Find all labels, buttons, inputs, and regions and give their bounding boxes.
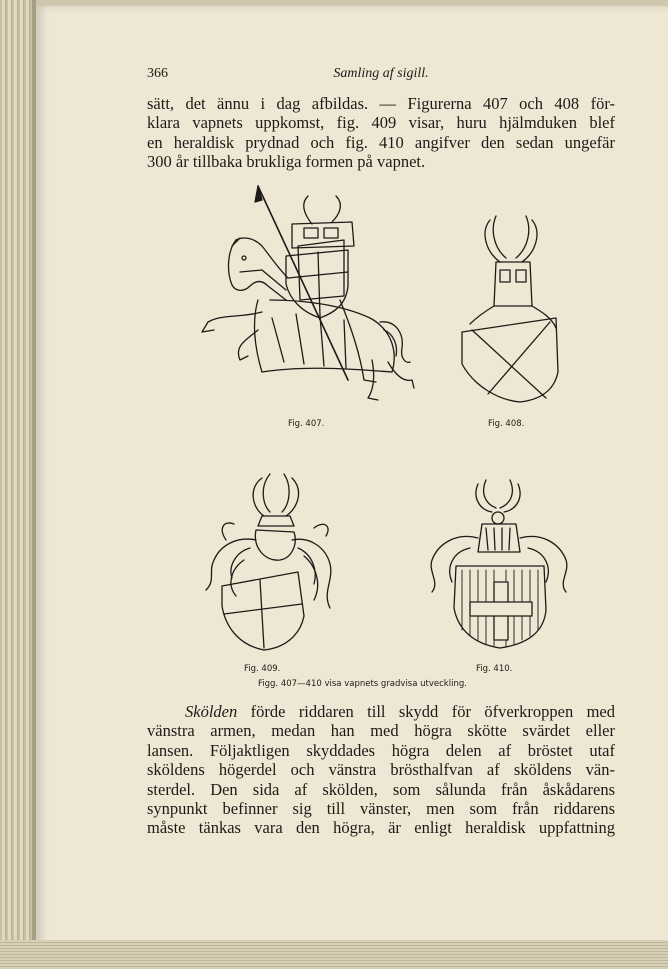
emphasis-word: Skölden	[185, 702, 238, 721]
fig-409-label: Fig. 409.	[244, 664, 281, 674]
text-line	[147, 702, 615, 721]
text-line: lansen. Följaktligen skyddades högra delen af bröstet utaf	[147, 740, 615, 760]
text-line: vänstra armen, medan han med högra skötte svärdet eller	[147, 721, 615, 741]
text-line: sköldens högerdel och vänstra brösthalfvan af sköldens vän-	[147, 760, 615, 780]
barred-helm-plumed-shield-illustration	[431, 480, 567, 648]
text-line: måste tänkas vara den högra, är enligt heraldisk uppfattning	[147, 818, 615, 838]
helm-and-shield-illustration	[462, 216, 558, 402]
text-line: en heraldisk prydnad och fig. 410 angifver den sedan ungefär	[147, 132, 615, 152]
mantled-helm-shield-illustration	[206, 474, 331, 650]
text-line: sterdel. Den sida af skölden, som sålunda från åskådarens	[147, 779, 615, 799]
text-line: klara vapnets uppkomst, fig. 409 visar, huru hjälmduken blef	[147, 113, 615, 133]
figure-caption: Figg. 407—410 visa vapnets gradvisa utveckling.	[258, 679, 467, 689]
page-number: 366	[147, 66, 168, 81]
fig-408-label: Fig. 408.	[488, 419, 525, 429]
text-line: synpunkt befinner sig till vänster, men som från riddarens	[147, 799, 615, 819]
text-line: 300 år tillbaka brukliga formen på vapnet.	[147, 152, 426, 172]
knight-on-horse-illustration	[202, 186, 414, 400]
body-paragraph	[147, 702, 615, 838]
running-head: Samling af sigill.	[333, 66, 429, 81]
fig-410-label: Fig. 410.	[476, 664, 513, 674]
text-span: förde riddaren till skydd för öfverkroppen med	[237, 702, 615, 721]
fig-407-label: Fig. 407.	[288, 419, 325, 429]
text-line: sätt, det ännu i dag afbildas. — Figurerna 407 och 408 för-	[147, 94, 615, 113]
